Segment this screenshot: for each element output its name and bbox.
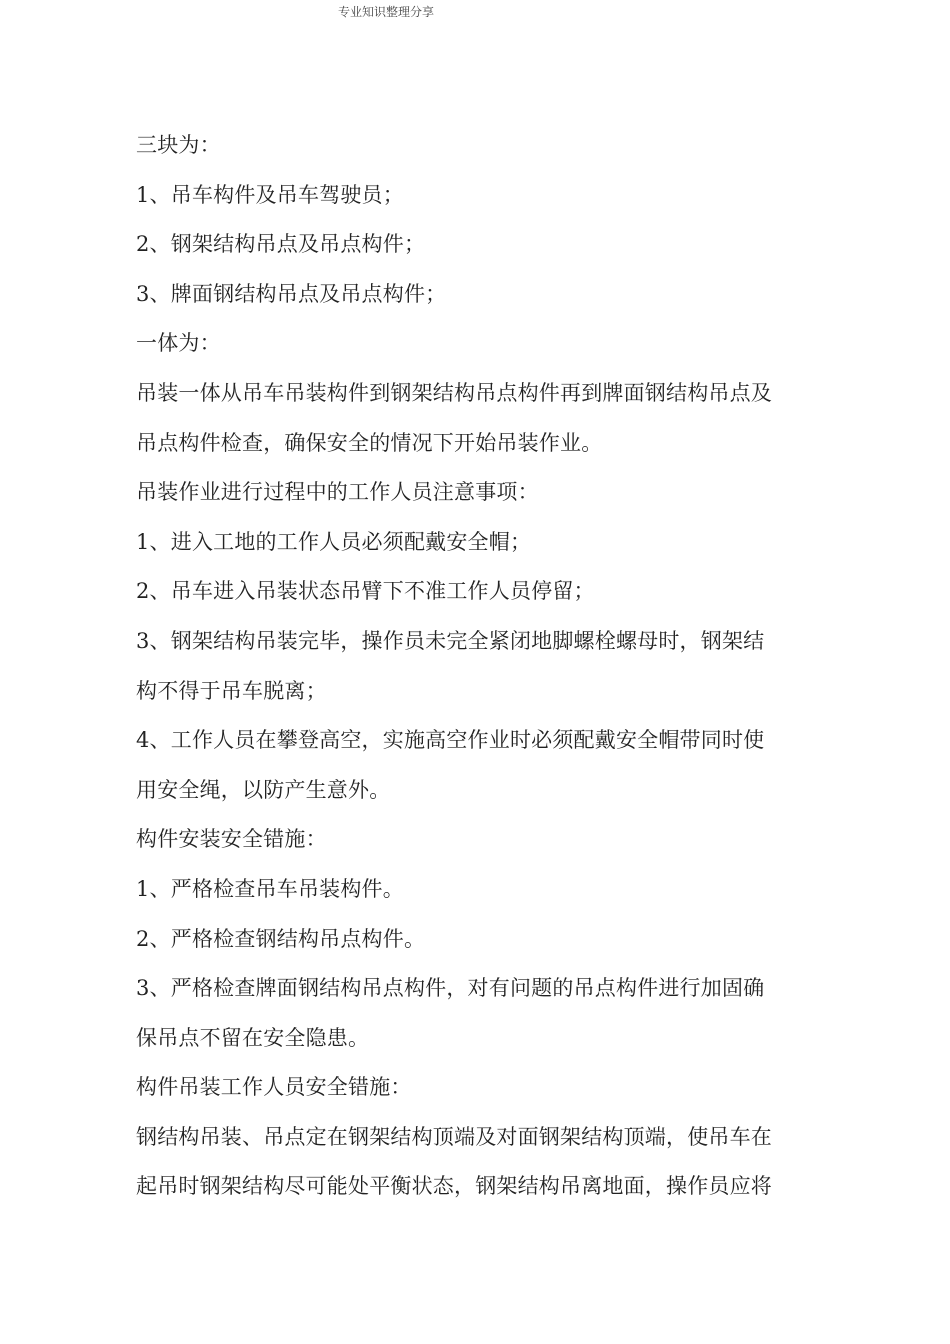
- text-line: 用安全绳，以防产生意外。: [136, 777, 391, 802]
- text-line: 3、牌面钢结构吊点及吊点构件；: [136, 281, 447, 306]
- text-line: 钢结构吊装、吊点定在钢架结构顶端及对面钢架结构顶端，使吊车在: [136, 1124, 772, 1149]
- text-line: 保吊点不留在安全隐患。: [136, 1025, 370, 1050]
- text-line: 1、严格检查吊车吊装构件。: [136, 876, 404, 901]
- text-line: 2、钢架结构吊点及吊点构件；: [136, 232, 426, 257]
- text-line: 1、进入工地的工作人员必须配戴安全帽；: [136, 529, 532, 554]
- page-header: 专业知识整理分享: [338, 5, 435, 19]
- text-line: 2、严格检查钢结构吊点构件。: [136, 926, 426, 951]
- text-line: 2、吊车进入吊装状态吊臂下不准工作人员停留；: [136, 579, 595, 604]
- text-line: 构件吊装工作人员安全错施：: [136, 1075, 412, 1100]
- text-line: 3、钢架结构吊装完毕，操作员未完全紧闭地脚螺栓螺母时，钢架结: [136, 628, 765, 653]
- text-line: 构件安装安全错施：: [136, 827, 327, 852]
- text-line: 吊装一体从吊车吊装构件到钢架结构吊点构件再到牌面钢结构吊点及: [136, 380, 772, 405]
- text-line: 三块为：: [136, 133, 221, 157]
- text-line: 3、严格检查牌面钢结构吊点构件，对有问题的吊点构件进行加固确: [136, 976, 765, 1001]
- text-line: 构不得于吊车脱离；: [136, 678, 327, 703]
- document-body: [136, 121, 818, 1212]
- text-line: 吊点构件检查，确保安全的情况下开始吊装作业。: [136, 430, 603, 455]
- text-line: 一体为：: [136, 331, 221, 356]
- text-line: 起吊时钢架结构尽可能处平衡状态，钢架结构吊离地面，操作员应将: [136, 1174, 772, 1199]
- text-line: 1、吊车构件及吊车驾驶员；: [136, 182, 404, 207]
- text-line: 吊装作业进行过程中的工作人员注意事项：: [136, 480, 539, 505]
- text-line: 4、工作人员在攀登高空，实施高空作业时必须配戴安全帽带同时使: [136, 728, 765, 753]
